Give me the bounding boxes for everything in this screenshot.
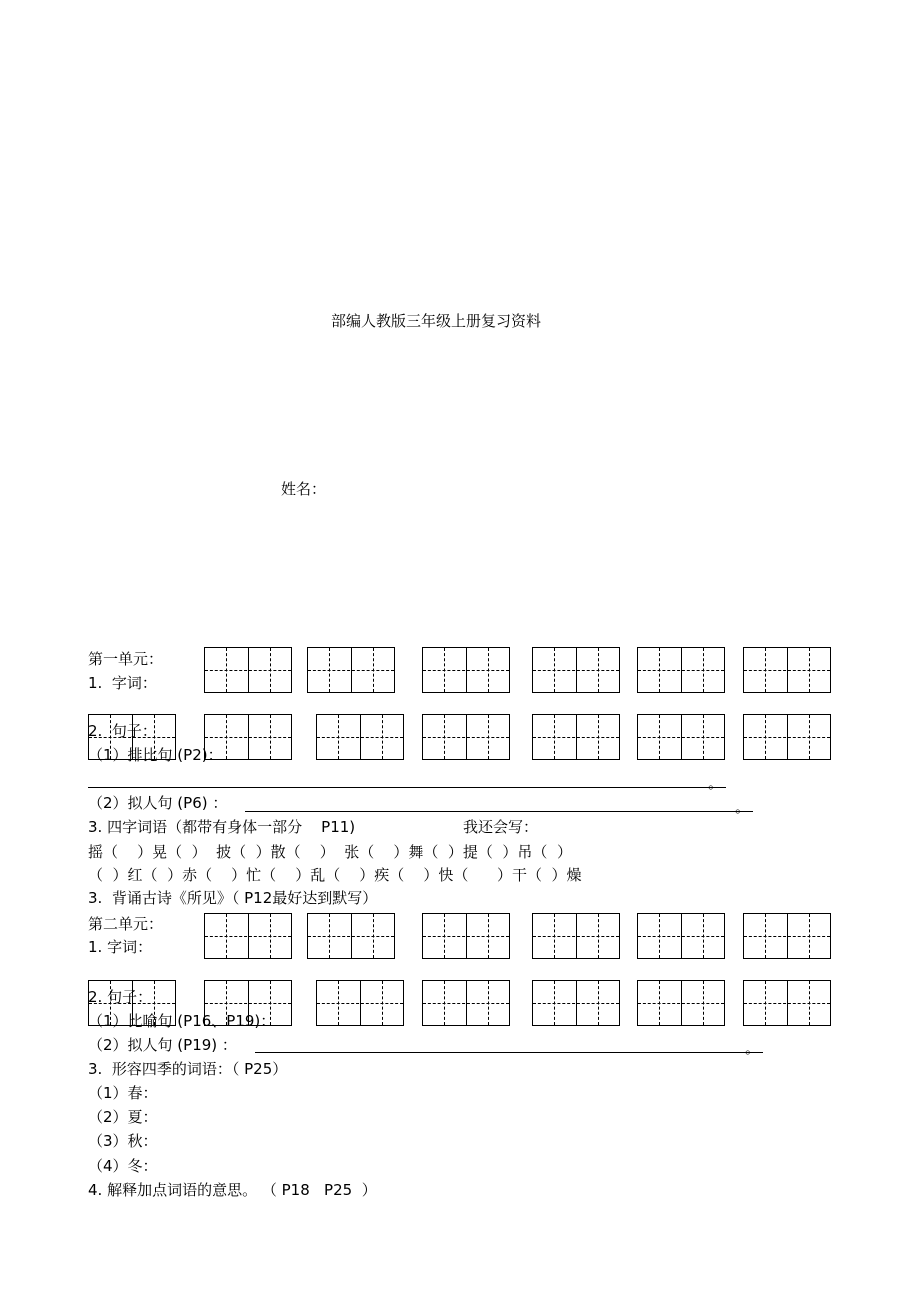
writing-box[interactable]	[204, 913, 292, 959]
writing-box[interactable]	[637, 980, 725, 1026]
unit2-q2-1: （1）比喻句 (P16、P19)：	[88, 1012, 276, 1030]
unit1-q3-extra: 我还会写：	[463, 818, 539, 836]
unit2-q1: 1. 字词：	[88, 938, 153, 956]
name-label: 姓名：	[281, 480, 327, 498]
unit1-q2-2: （2）拟人句 (P6) ：	[88, 794, 228, 812]
unit1-q1: 1. 字词：	[88, 674, 157, 692]
writing-box[interactable]	[743, 714, 831, 760]
writing-box[interactable]	[637, 714, 725, 760]
page-title: 部编人教版三年级上册复习资料	[331, 312, 542, 330]
writing-box[interactable]	[532, 913, 620, 959]
answer-line[interactable]	[88, 787, 726, 788]
writing-box[interactable]	[532, 980, 620, 1026]
writing-box[interactable]	[637, 647, 725, 693]
unit2-q3: 3. 形容四季的词语：（ P25）	[88, 1060, 288, 1078]
unit1-q2-1: （1）排比句 (P2)：	[88, 746, 223, 764]
unit2-heading: 第二单元：	[88, 915, 164, 933]
writing-box[interactable]	[532, 647, 620, 693]
writing-box[interactable]	[743, 647, 831, 693]
season-spring: （1）春：	[88, 1084, 158, 1102]
idiom-row-2: （ ）红（ ）赤（ ）忙（ ）乱（ ）疾（ ）快（ ）干（ ）燥	[88, 866, 582, 884]
writing-box[interactable]	[743, 913, 831, 959]
season-winter: （4）冬：	[88, 1157, 158, 1175]
unit1-heading: 第一单元：	[88, 650, 164, 668]
writing-box[interactable]	[307, 647, 395, 693]
season-autumn: （3）秋：	[88, 1132, 158, 1150]
writing-box[interactable]	[204, 647, 292, 693]
unit1-q3: 3. 四字词语（都带有身体一部分 P11)	[88, 818, 356, 836]
unit2-q2-2: （2）拟人句 (P19) ：	[88, 1036, 237, 1054]
writing-box[interactable]	[422, 980, 510, 1026]
writing-box[interactable]	[422, 714, 510, 760]
period-mark: 。	[708, 774, 724, 792]
season-summer: （2）夏：	[88, 1108, 158, 1126]
writing-box[interactable]	[316, 714, 404, 760]
writing-box[interactable]	[743, 980, 831, 1026]
unit1-q4: 3. 背诵古诗《所见》（ P12最好达到默写）	[88, 889, 378, 907]
writing-box[interactable]	[422, 913, 510, 959]
unit2-q2: 2. 句子：	[88, 988, 153, 1006]
idiom-row-1: 摇（ ）晃（ ） 披（ ）散（ ） 张（ ）舞（ ）提（ ）吊（ ）	[88, 843, 572, 861]
period-mark: 。	[745, 1039, 761, 1057]
writing-box[interactable]	[316, 980, 404, 1026]
answer-line[interactable]	[255, 1052, 763, 1053]
unit2-q4: 4. 解释加点词语的意思。 （ P18 P25 ）	[88, 1181, 377, 1199]
writing-box[interactable]	[422, 647, 510, 693]
writing-box[interactable]	[532, 714, 620, 760]
writing-box[interactable]	[307, 913, 395, 959]
period-mark: 。	[735, 798, 751, 816]
answer-line[interactable]	[245, 811, 753, 812]
unit1-q2: 2. 句子：	[88, 722, 157, 740]
writing-box[interactable]	[637, 913, 725, 959]
